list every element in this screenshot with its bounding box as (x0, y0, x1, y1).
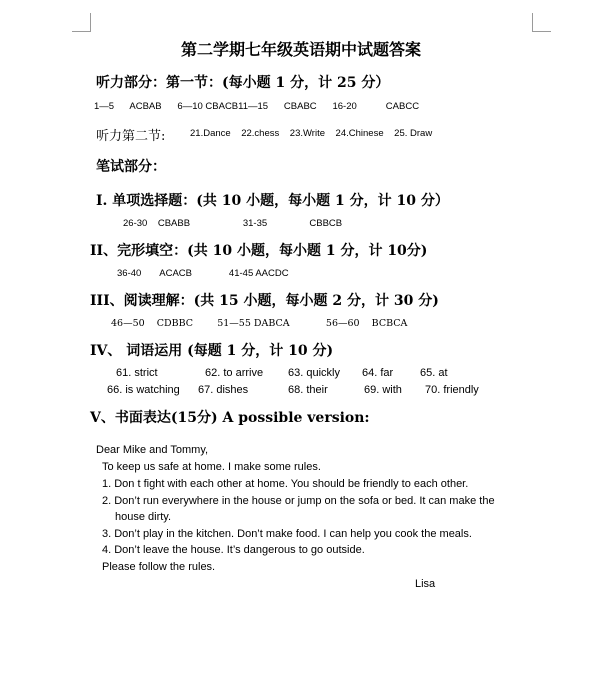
word-answer-63: 63. quickly (288, 367, 340, 379)
letter-intro: To keep us safe at home. I make some rules. (102, 461, 321, 473)
listening-heading: 听力部分：第一节：(每小题 1 分，计 25 分） (96, 75, 390, 91)
section4-heading: IV、 词语运用 (每题 1 分，计 10 分) (90, 343, 334, 359)
section3-heading: III、阅读理解：(共 15 小题，每小题 2 分，计 30 分) (90, 293, 439, 309)
listening-part2-label: 听力第二节: (96, 129, 166, 144)
letter-rule-1: 1. Don t fight with each other at home. You should be friendly to each other. (102, 478, 469, 490)
document-title: 第二学期七年级英语期中试题答案 (180, 40, 421, 59)
written-heading: 笔试部分： (96, 159, 166, 175)
word-answer-68: 68. their (288, 384, 328, 396)
letter-closing: Please follow the rules. (102, 561, 216, 573)
section1-heading: I. 单项选择题：(共 10 小题，每小题 1 分，计 10 分） (96, 193, 449, 209)
word-answer-61: 61. strict (116, 367, 158, 379)
word-answer-65: 65. at (420, 367, 448, 379)
listening-part1-answers: 1—5 ACBAB 6—10 CBACB11—15 CBABC 16-20 CABCC (94, 101, 420, 112)
page-corner-mark-top-left (72, 13, 91, 32)
word-answer-62: 62. to arrive (205, 367, 264, 379)
word-answer-64: 64. far (362, 367, 394, 379)
letter-rule-2: 2. Don’t run everywhere in the house or jump on the sofa or bed. It can make the (102, 495, 495, 507)
word-answer-69: 69. with (364, 384, 402, 396)
letter-greeting: Dear Mike and Tommy, (96, 444, 209, 456)
letter-signature: Lisa (415, 578, 436, 590)
word-answer-70: 70. friendly (425, 384, 479, 396)
section3-answers: 46—50 CDBBC 51—55 DABCA 56—60 BCBCA (111, 318, 408, 329)
letter-rule-3: 3. Don’t play in the kitchen. Don’t make food. I can help you cook the meals. (102, 528, 472, 540)
section2-answers: 36-40 ACACB 41-45 AACDC (117, 268, 289, 279)
section5-heading: V、书面表达(15分) A possible version: (90, 410, 370, 426)
letter-rule-2-continued: house dirty. (115, 511, 172, 523)
word-answer-67: 67. dishes (198, 384, 249, 396)
letter-rule-4: 4. Don’t leave the house. It’s dangerous to go outside. (102, 544, 365, 556)
section2-heading: II、完形填空：(共 10 小题，每小题 1 分，计 10分) (90, 243, 428, 259)
page-corner-mark-top-right (532, 13, 551, 32)
word-answer-66: 66. is watching (107, 384, 180, 396)
listening-part2-answers: 21.Dance 22.chess 23.Write 24.Chinese 25. Draw (190, 128, 433, 139)
section1-answers: 26-30 CBABB 31-35 CBBCB (123, 218, 343, 229)
